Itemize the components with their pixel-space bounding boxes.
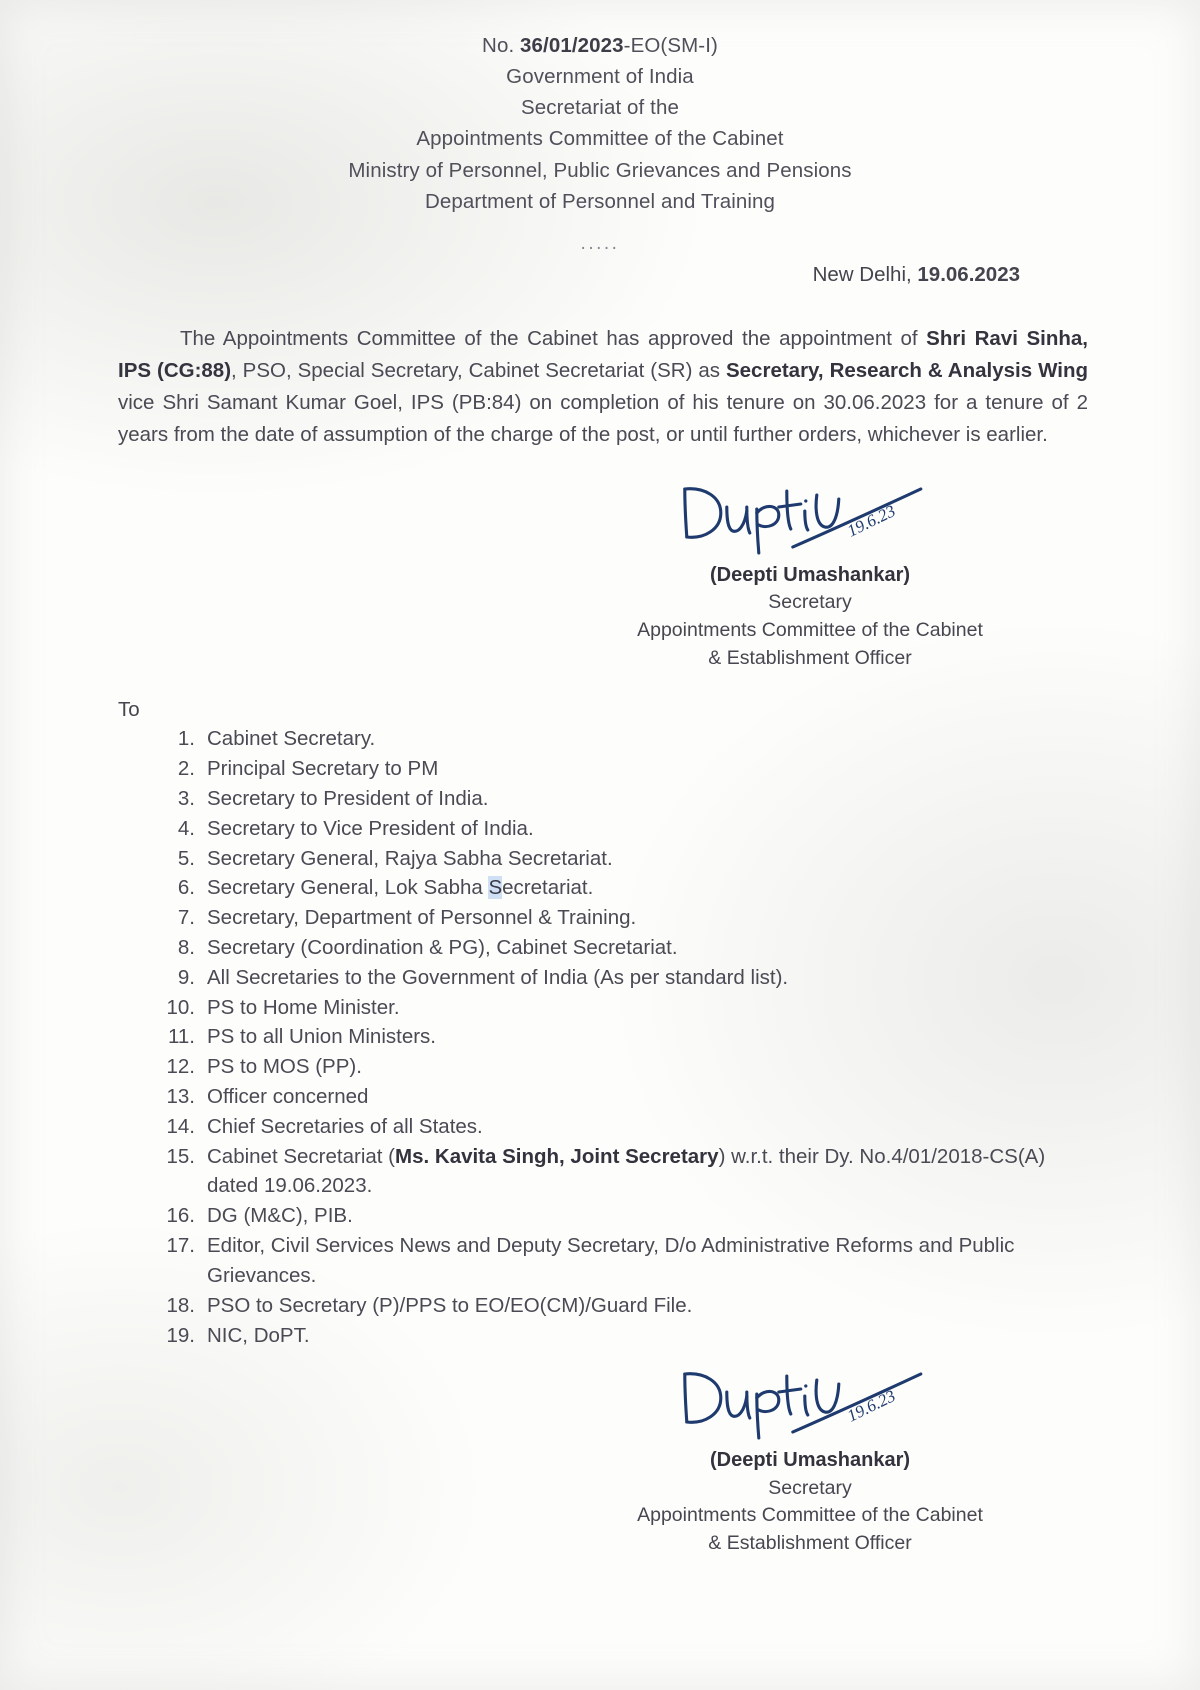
order-paragraph-segment-1: Shri Ravi Sinha, IPS (CG:88): [118, 326, 1088, 382]
list-item: [155, 754, 1087, 784]
list-item-number: 8.: [177, 935, 195, 959]
list-item-label: Secretary to President of India.: [207, 786, 489, 810]
place-and-date: [0, 263, 1200, 287]
list-item: [155, 1142, 1087, 1202]
signature-block-bottom: [0, 1354, 1200, 1557]
file-number-value: 36/01/2023: [520, 34, 624, 57]
file-number: [0, 30, 1200, 61]
signatory-body-line2-bottom: & Establishment Officer: [708, 1532, 912, 1555]
place-label: New Delhi,: [812, 262, 918, 286]
list-item: [155, 933, 1087, 963]
handwritten-signature-icon-bottom: [675, 1356, 935, 1442]
order-paragraph-segment-2: , PSO, Special Secretary, Cabinet Secretariat (SR) as: [231, 358, 726, 382]
list-item-label: All Secretaries to the Government of India (As per standard list).: [207, 965, 789, 989]
list-item: [155, 1201, 1087, 1231]
list-item-number: 3.: [177, 786, 195, 810]
file-number-suffix: -EO(SM-I): [623, 34, 718, 57]
signatory-designation-top: Secretary: [768, 591, 852, 614]
signature-area-top: [420, 469, 1200, 561]
list-item-number: 9.: [177, 965, 195, 989]
list-item-number: 7.: [177, 906, 195, 930]
list-item-number: 4.: [177, 816, 195, 840]
list-item: [155, 963, 1087, 993]
list-item-label: Secretary General, Rajya Sabha Secretariat.: [207, 846, 613, 870]
org-line-1: Government of India: [506, 65, 694, 89]
list-item-number: 1.: [177, 727, 195, 751]
signatory-body-line1-bottom: Appointments Committee of the Cabinet: [637, 1504, 983, 1527]
handwritten-signature-icon: [675, 471, 935, 557]
list-item-label: NIC, DoPT.: [207, 1323, 310, 1347]
list-item: [155, 903, 1087, 933]
list-item: [155, 1291, 1087, 1321]
order-paragraph-segment-3: Secretary, Research & Analysis Wing: [725, 358, 1088, 382]
document-date: 19.06.2023: [917, 262, 1020, 286]
list-item-label: PS to Home Minister.: [207, 995, 400, 1019]
list-item-label: PS to MOS (PP).: [207, 1055, 362, 1079]
document-header: [0, 0, 1200, 217]
list-item-label: Secretary General, Lok Sabha Secretariat.: [207, 876, 594, 900]
list-item: [155, 814, 1087, 844]
list-item: [155, 784, 1087, 814]
list-item-label: Secretary to Vice President of India.: [207, 816, 534, 840]
list-item-label: Secretary (Coordination & PG), Cabinet Secretariat.: [207, 935, 678, 959]
list-item-number: 11.: [168, 1025, 195, 1049]
list-item: [155, 1082, 1087, 1112]
signature-area-bottom: [420, 1354, 1200, 1446]
header-separator: .....: [580, 232, 620, 254]
list-item-number: 14.: [166, 1114, 195, 1138]
list-item-label: PS to all Union Ministers.: [207, 1025, 437, 1049]
list-item-label: DG (M&C), PIB.: [207, 1204, 353, 1228]
list-item: [155, 1112, 1087, 1142]
page-bottom-artifact: [0, 1568, 1200, 1589]
list-item-label: Editor, Civil Services News and Deputy Secretary, D/o Administrative Reforms and Public Grievances.: [207, 1234, 1015, 1287]
list-item-number: 5.: [177, 846, 195, 870]
text-selection-highlight: S: [488, 876, 503, 900]
list-item-label: Chief Secretaries of all States.: [207, 1114, 483, 1138]
list-item-label: Cabinet Secretary.: [207, 727, 376, 751]
list-item-number: 15.: [166, 1144, 195, 1168]
org-line-3: Appointments Committee of the Cabinet: [416, 127, 784, 151]
list-item-number: 18.: [166, 1293, 195, 1317]
org-line-2: Secretariat of the: [521, 96, 679, 120]
signatory-body-line1-top: Appointments Committee of the Cabinet: [637, 618, 983, 641]
signatory-name-bottom: (Deepti Umashankar): [709, 1449, 911, 1472]
recipient-list: [0, 724, 1200, 1350]
list-item: [155, 873, 1087, 903]
signatory-designation-bottom: Secretary: [768, 1476, 852, 1499]
list-item-label: PSO to Secretary (P)/PPS to EO/EO(CM)/Guard File.: [207, 1293, 693, 1317]
list-item: [155, 1321, 1087, 1351]
file-number-prefix: No.: [482, 34, 521, 57]
order-paragraph-segment-4: vice Shri Samant Kumar Goel, IPS (PB:84) on completion of his tenure on 30.06.2023 for a tenure of 2 years from the date of assumption of the charge of the post, or until further orders, whichever is earlier.: [118, 390, 1088, 446]
list-item: [155, 724, 1087, 754]
list-item-label: Principal Secretary to PM: [207, 757, 439, 781]
list-item-number: 6.: [177, 876, 195, 900]
list-item-number: 10.: [166, 995, 195, 1019]
list-item-number: 19.: [166, 1323, 195, 1347]
list-item: [155, 1022, 1087, 1052]
list-item: [155, 1231, 1087, 1291]
list-item: [155, 1052, 1087, 1082]
list-item-number: 12.: [166, 1055, 195, 1079]
org-line-4: Ministry of Personnel, Public Grievances and Pensions: [348, 158, 852, 182]
signatory-name-top: (Deepti Umashankar): [709, 563, 911, 586]
list-item-emphasis: Ms. Kavita Singh, Joint Secretary: [395, 1144, 719, 1168]
signature-date-handwritten: 19.6.23: [844, 500, 899, 541]
list-item-number: 13.: [166, 1085, 195, 1109]
signatory-body-line2-top: & Establishment Officer: [708, 646, 912, 669]
list-item-label: Cabinet Secretariat (Ms. Kavita Singh, Joint Secretary) w.r.t. their Dy. No.4/01/2018-CS(A) dated 19.06.2023.: [207, 1144, 1046, 1198]
list-item-label: Secretary, Department of Personnel & Training.: [207, 906, 637, 930]
order-paragraph-segment-0: The Appointments Committee of the Cabinet has approved the appointment of: [180, 326, 927, 350]
list-item-label: Officer concerned: [207, 1085, 369, 1109]
list-item-number: 16.: [166, 1204, 195, 1228]
to-label: To: [118, 698, 140, 722]
list-item: [155, 844, 1087, 874]
signature-date-handwritten-bottom: 19.6.23: [844, 1386, 899, 1426]
order-paragraph: [118, 323, 1088, 451]
org-line-5: Department of Personnel and Training: [424, 189, 776, 213]
list-item: [155, 993, 1087, 1023]
list-item-number: 2.: [177, 757, 195, 781]
list-item-number: 17.: [166, 1234, 195, 1258]
signature-block-top: [0, 469, 1200, 672]
